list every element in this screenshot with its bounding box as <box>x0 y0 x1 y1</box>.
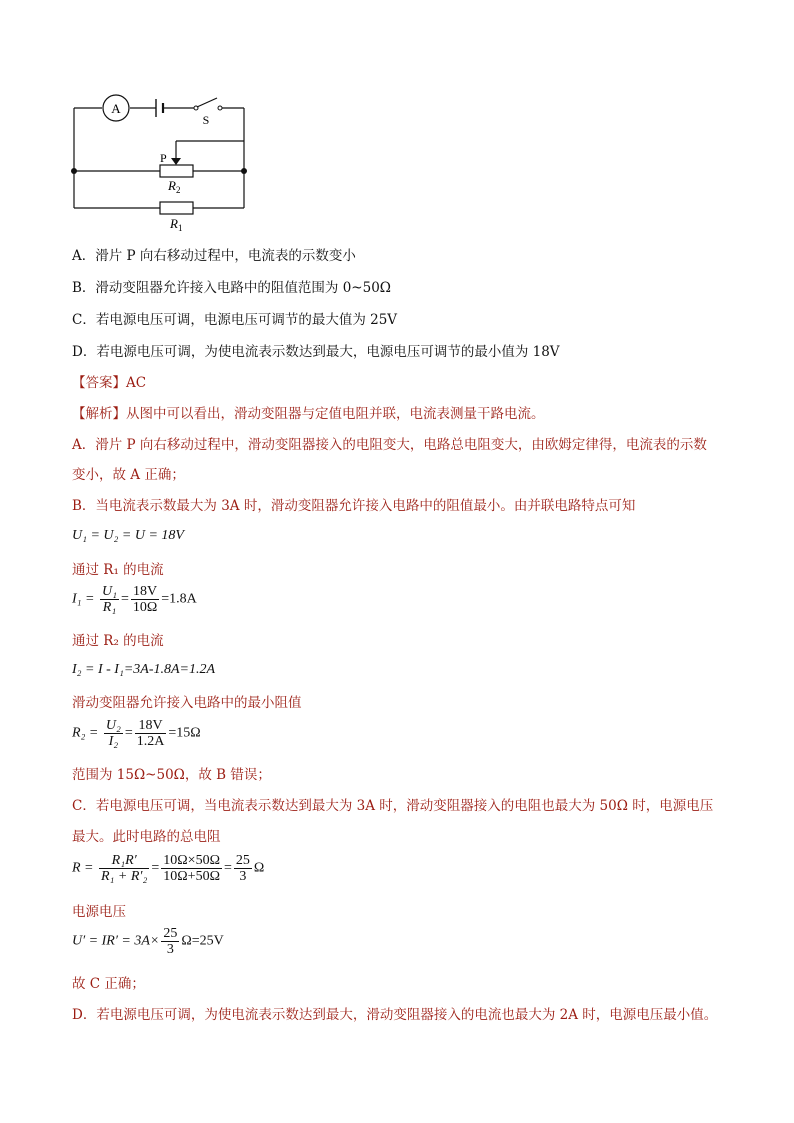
equation-u: U₁ = U₂ = U = 18V <box>72 528 184 543</box>
analysis-d-line: D．若电源电压可调，为使电流表示数达到最大，滑动变阻器接入的电流也最大为 2A 时，电源电压最小值。 <box>72 1007 718 1023</box>
min-resistance-text: 滑动变阻器允许接入电路中的最小阻值 <box>72 695 302 711</box>
voltage-text: 电源电压 <box>72 904 126 920</box>
option-b: B．滑动变阻器允许接入电路中的阻值范围为 0~50Ω <box>72 280 391 296</box>
option-a: A．滑片 P 向右移动过程中，电流表的示数变小 <box>72 248 356 264</box>
analysis-intro: 从图中可以看出，滑动变阻器与定值电阻并联，电流表测量干路电流。 <box>126 406 545 422</box>
through-r1-text: 通过 R₁ 的电流 <box>72 562 164 578</box>
analysis-a-line1: A．滑片 P 向右移动过程中，滑动变阻器接入的电阻变大，电路总电阻变大，由欧姆定律得，电流表的示数 <box>72 437 707 453</box>
option-d: D．若电源电压可调，为使电流表示数达到最大，电源电压可调节的最小值为 18V <box>72 344 560 360</box>
ammeter-label: A <box>111 101 121 116</box>
r2-label: $R_2$ <box>168 178 181 195</box>
switch-lever <box>197 98 217 107</box>
answer-line <box>72 374 146 392</box>
c-correct-text: 故 C 正确； <box>72 976 145 992</box>
answer-label: 【答案】 <box>72 375 126 391</box>
switch-contact-right <box>218 106 222 110</box>
equation-r-total: R = $\frac{\text{R₁R′}}{\text{R₁ + R′₂}}$ = $\frac{10\Omega\times 50\Omega}{10\Omega+50\Omega}$ = $\frac{25}{3}$ Ω <box>72 853 265 884</box>
resistor-r1 <box>160 202 193 214</box>
switch-label: S <box>202 113 210 127</box>
answer-value: AC <box>126 375 147 391</box>
junction-right <box>241 168 247 174</box>
r1-label: $R_1$ <box>170 216 183 233</box>
analysis-intro-line <box>72 405 545 423</box>
analysis-a-line2: 变小，故 A 正确； <box>72 467 185 483</box>
equation-i2: I₂ = I - I₁=3A-1.8A=1.2A <box>72 662 216 677</box>
resistor-r2 <box>160 165 193 177</box>
junction-left <box>71 168 77 174</box>
equation-u-prime: U′ = IR′ = 3A× $\frac{25}{3}$ Ω=25V <box>72 926 224 957</box>
equation-i1: I₁ = $\frac{\text{U₁}}{\text{R₁}}$ = $\frac{18V}{10\Omega}$ =1.8A <box>72 584 197 615</box>
slider-label: P <box>160 151 167 165</box>
analysis-c-line1: C．若电源电压可调，当电流表示数达到最大为 3A 时，滑动变阻器接入的电阻也最大为 50Ω 时，电源电压 <box>72 798 714 814</box>
circuit-diagram <box>60 88 260 238</box>
through-r2-text: 通过 R₂ 的电流 <box>72 633 164 649</box>
option-c: C．若电源电压可调，电源电压可调节的最大值为 25V <box>72 312 398 328</box>
slider-arrow <box>171 158 181 165</box>
equation-r2: R₂ = $\frac{\text{U₂}}{\text{I₂}}$ = $\frac{18V}{1.2A}$ =15Ω <box>72 718 201 749</box>
analysis-b-line: B．当电流表示数最大为 3A 时，滑动变阻器允许接入电路中的阻值最小。由并联电路特点可知 <box>72 498 636 514</box>
analysis-label: 【解析】 <box>72 406 126 422</box>
analysis-c-line2: 最大。此时电路的总电阻 <box>72 829 221 845</box>
range-text: 范围为 15Ω~50Ω，故 B 错误； <box>72 767 271 783</box>
